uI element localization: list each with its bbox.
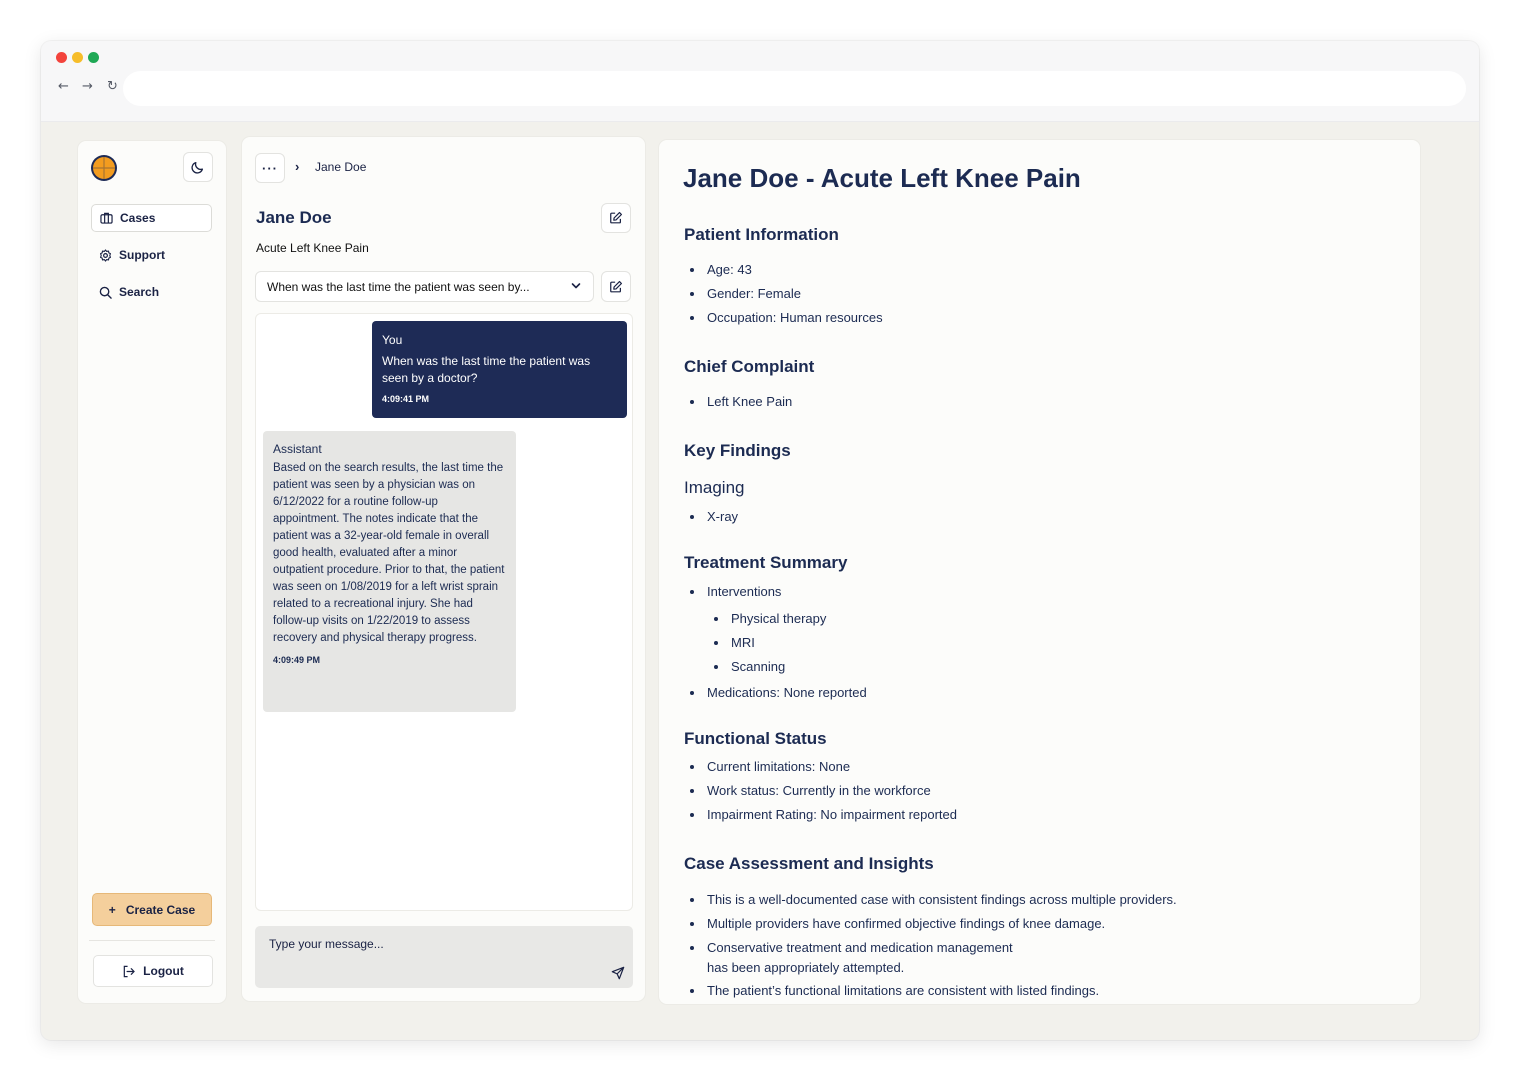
question-select-value: When was the last time the patient was seen by... bbox=[267, 279, 530, 294]
patient-info-heading: Patient Information bbox=[684, 225, 839, 244]
list-item: MRI bbox=[708, 635, 826, 659]
list-item: Occupation: Human resources bbox=[684, 310, 883, 334]
list-item: Impairment Rating: No impairment reported bbox=[684, 807, 957, 831]
maximize-window-dot[interactable] bbox=[88, 52, 99, 63]
list-item: Conservative treatment and medication management bbox=[684, 940, 1177, 960]
more-options-button[interactable] bbox=[255, 153, 285, 183]
message-list[interactable] bbox=[255, 313, 633, 911]
chevron-down-icon bbox=[570, 279, 582, 293]
list-item: Age: 43 bbox=[684, 262, 883, 286]
sidebar-item-label: Cases bbox=[120, 211, 156, 225]
case-title: Jane Doe bbox=[256, 208, 332, 227]
list-item: Left Knee Pain bbox=[684, 394, 792, 418]
question-select[interactable] bbox=[255, 271, 594, 302]
treatment-summary-heading: Treatment Summary bbox=[684, 553, 848, 572]
theme-toggle-button[interactable] bbox=[183, 152, 213, 182]
browser-chrome bbox=[41, 41, 1479, 122]
case-subtitle: Acute Left Knee Pain bbox=[256, 241, 369, 255]
list-item: The patient’s functional limitations are consistent with listed findings. bbox=[684, 983, 1177, 1004]
case-report-panel bbox=[659, 140, 1420, 1004]
sidebar-item-label: Support bbox=[119, 248, 165, 262]
message-timestamp: 4:09:41 PM bbox=[382, 394, 430, 404]
ellipsis-icon: ··· bbox=[262, 160, 278, 176]
logout-button[interactable] bbox=[93, 955, 213, 987]
search-icon bbox=[99, 286, 112, 299]
close-window-dot[interactable] bbox=[56, 52, 67, 63]
chat-panel bbox=[242, 137, 645, 1001]
edit-case-button[interactable] bbox=[601, 203, 631, 233]
create-case-label: Create Case bbox=[125, 902, 196, 917]
functional-status-list bbox=[684, 759, 957, 831]
list-item: Physical therapy bbox=[708, 611, 826, 635]
functional-status-heading: Functional Status bbox=[684, 729, 827, 748]
user-message bbox=[372, 321, 627, 418]
back-arrow-icon[interactable]: ← bbox=[58, 79, 69, 94]
medications-list bbox=[684, 685, 867, 709]
message-timestamp: 4:09:49 PM bbox=[273, 655, 321, 665]
list-item: This is a well-documented case with consistent findings across multiple providers. bbox=[684, 892, 1177, 916]
assessment-heading: Case Assessment and Insights bbox=[684, 854, 934, 873]
forward-arrow-icon[interactable]: → bbox=[82, 79, 93, 94]
list-item: Current limitations: None bbox=[684, 759, 957, 783]
imaging-subheading: Imaging bbox=[684, 478, 745, 497]
browser-window bbox=[41, 41, 1479, 1040]
patient-info-list bbox=[684, 262, 883, 334]
list-item: Multiple providers have confirmed objective findings of knee damage. bbox=[684, 916, 1177, 940]
assessment-list bbox=[684, 892, 1177, 1004]
moon-icon bbox=[191, 160, 205, 174]
logout-icon bbox=[122, 965, 135, 978]
edit-question-button[interactable] bbox=[601, 271, 631, 302]
sidebar-item-support[interactable] bbox=[91, 241, 212, 269]
sidebar-item-cases[interactable] bbox=[91, 204, 212, 232]
chief-complaint-list bbox=[684, 394, 792, 418]
chevron-right-icon: › bbox=[295, 159, 300, 174]
plus-icon: + bbox=[108, 902, 116, 917]
logout-label: Logout bbox=[143, 964, 184, 978]
list-item: Scanning bbox=[708, 659, 826, 685]
sidebar-divider bbox=[89, 940, 215, 941]
key-findings-heading: Key Findings bbox=[684, 441, 791, 460]
address-bar[interactable] bbox=[123, 71, 1466, 106]
sidebar bbox=[78, 141, 226, 1003]
list-item: Medications: None reported bbox=[684, 685, 867, 709]
send-icon[interactable] bbox=[611, 966, 625, 980]
list-item: X-ray bbox=[684, 509, 738, 533]
edit-icon bbox=[609, 211, 623, 225]
create-case-button[interactable] bbox=[92, 893, 212, 926]
edit-icon bbox=[609, 280, 623, 294]
briefcase-icon bbox=[100, 212, 113, 224]
message-input-placeholder[interactable]: Type your message... bbox=[269, 937, 384, 951]
message-text: Based on the search results, the last time the patient was seen by a physician was on 6/12/2022 for a routine follow-up appointment. The notes indicate that the patient was a 32-year-old female in overall good health, evaluated after a minor outpatient procedure. Prior to that, the patient was seen on 1/08/2019 for a left wrist sprain related to a recreational injury. She had follow-up visits on 1/22/2019 to assess recovery and physical therapy progress. bbox=[273, 462, 505, 644]
message-text: When was the last time the patient was seen by a doctor? bbox=[382, 354, 591, 385]
gear-icon bbox=[99, 249, 112, 262]
chief-complaint-heading: Chief Complaint bbox=[684, 357, 815, 376]
app-logo-icon bbox=[90, 154, 118, 182]
report-title: Jane Doe - Acute Left Knee Pain bbox=[683, 163, 1081, 193]
message-author: You bbox=[382, 333, 403, 347]
imaging-list bbox=[684, 509, 738, 533]
sidebar-item-label: Search bbox=[119, 285, 160, 299]
list-item: Interventions bbox=[684, 584, 781, 611]
assistant-message bbox=[263, 431, 516, 712]
breadcrumb-current[interactable]: Jane Doe bbox=[315, 160, 367, 174]
message-composer[interactable] bbox=[255, 926, 633, 988]
list-item-continuation: has been appropriately attempted. bbox=[707, 960, 905, 975]
sidebar-item-search[interactable] bbox=[91, 278, 212, 306]
interventions-list bbox=[708, 611, 826, 685]
treatment-list bbox=[684, 584, 781, 611]
reload-icon[interactable]: ↻ bbox=[107, 79, 118, 94]
list-item: Gender: Female bbox=[684, 286, 883, 310]
message-author: Assistant bbox=[273, 442, 322, 456]
list-item: Work status: Currently in the workforce bbox=[684, 783, 957, 807]
minimize-window-dot[interactable] bbox=[72, 52, 83, 63]
